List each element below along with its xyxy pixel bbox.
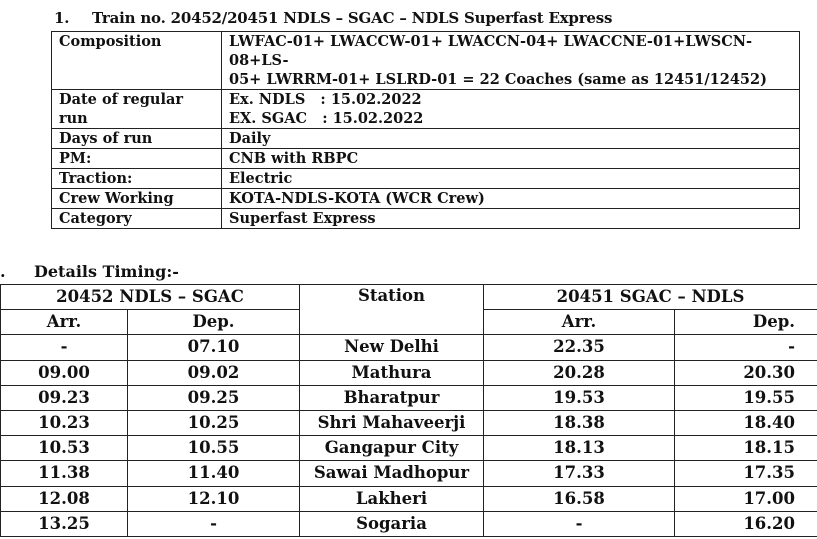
timing-row (1, 360, 817, 385)
station-header: Station (300, 285, 484, 335)
arrival-time: 20.28 (484, 360, 675, 385)
right-train-header: 20451 SGAC – NDLS (484, 285, 817, 310)
timing-row (1, 410, 817, 435)
departure-time: 07.10 (128, 335, 300, 360)
info-value: Superfast Express (222, 209, 800, 229)
departure-time: 19.55 (675, 385, 817, 410)
station-name: Lakheri (300, 486, 484, 511)
dep-header: Dep. (128, 310, 300, 335)
section-2-title: Details Timing:- (34, 262, 179, 281)
timing-row (1, 461, 817, 486)
station-name: New Delhi (300, 335, 484, 360)
station-name: Bharatpur (300, 385, 484, 410)
departure-time: 12.10 (128, 486, 300, 511)
info-value (222, 90, 800, 129)
arrival-time: 09.23 (1, 385, 128, 410)
timing-row (1, 486, 817, 511)
info-label: PM: (52, 149, 222, 169)
timing-row (1, 511, 817, 536)
station-name: Sogaria (300, 511, 484, 536)
timing-row (1, 335, 817, 360)
departure-time: 18.40 (675, 410, 817, 435)
arr-header: Arr. (484, 310, 675, 335)
departure-time: 10.55 (128, 436, 300, 461)
section-1-number: 1. (54, 9, 70, 27)
info-label: Crew Working (52, 189, 222, 209)
section-2-heading (0, 262, 179, 281)
info-value-line: EX. SGAC : 15.02.2022 (229, 110, 424, 127)
info-row (52, 209, 800, 229)
info-value-line: 05+ LWRRM-01+ LSLRD-01 = 22 Coaches (same as 12451/12452) (229, 71, 767, 88)
timing-body (1, 335, 817, 537)
section-2-bullet: . (0, 262, 6, 281)
info-value: KOTA-NDLS-KOTA (WCR Crew) (222, 189, 800, 209)
info-value (222, 32, 800, 90)
arrival-time: 22.35 (484, 335, 675, 360)
arrival-time: 11.38 (1, 461, 128, 486)
station-name: Sawai Madhopur (300, 461, 484, 486)
departure-time: - (675, 335, 817, 360)
info-value: Daily (222, 129, 800, 149)
arrival-time: 19.53 (484, 385, 675, 410)
departure-time: 18.15 (675, 436, 817, 461)
departure-time: - (128, 511, 300, 536)
info-row (52, 129, 800, 149)
section-1-heading (54, 9, 612, 27)
arrival-time: 13.25 (1, 511, 128, 536)
arrival-time: - (484, 511, 675, 536)
arrival-time: 12.08 (1, 486, 128, 511)
info-label: Date of regular run (52, 90, 222, 129)
departure-time: 20.30 (675, 360, 817, 385)
arrival-time: 17.33 (484, 461, 675, 486)
section-1-title: Train no. 20452/20451 NDLS – SGAC – NDLS Superfast Express (92, 9, 613, 27)
info-row (52, 90, 800, 129)
departure-time: 16.20 (675, 511, 817, 536)
timing-row (1, 385, 817, 410)
info-value-line: LWFAC-01+ LWACCW-01+ LWACCN-04+ LWACCNE-01+LWSCN-08+LS- (229, 33, 753, 69)
info-label: Composition (52, 32, 222, 90)
arrival-time: - (1, 335, 128, 360)
dep-header: Dep. (675, 310, 817, 335)
departure-time: 10.25 (128, 410, 300, 435)
info-row (52, 32, 800, 90)
train-info-table (51, 31, 800, 229)
arrival-time: 18.38 (484, 410, 675, 435)
info-row (52, 149, 800, 169)
departure-time: 09.02 (128, 360, 300, 385)
info-value: Electric (222, 169, 800, 189)
timing-row (1, 436, 817, 461)
arrival-time: 16.58 (484, 486, 675, 511)
info-label: Category (52, 209, 222, 229)
timing-table (0, 284, 817, 537)
arrival-time: 10.53 (1, 436, 128, 461)
info-value-line: Ex. NDLS : 15.02.2022 (229, 91, 422, 108)
info-row (52, 169, 800, 189)
station-name: Shri Mahaveerji (300, 410, 484, 435)
departure-time: 09.25 (128, 385, 300, 410)
info-row (52, 189, 800, 209)
arr-header: Arr. (1, 310, 128, 335)
arrival-time: 09.00 (1, 360, 128, 385)
arrival-time: 18.13 (484, 436, 675, 461)
departure-time: 17.00 (675, 486, 817, 511)
left-train-header: 20452 NDLS – SGAC (1, 285, 300, 310)
timing-header-row (1, 285, 817, 310)
info-label: Traction: (52, 169, 222, 189)
station-name: Gangapur City (300, 436, 484, 461)
arrival-time: 10.23 (1, 410, 128, 435)
info-label: Days of run (52, 129, 222, 149)
departure-time: 11.40 (128, 461, 300, 486)
departure-time: 17.35 (675, 461, 817, 486)
info-value: CNB with RBPC (222, 149, 800, 169)
station-name: Mathura (300, 360, 484, 385)
